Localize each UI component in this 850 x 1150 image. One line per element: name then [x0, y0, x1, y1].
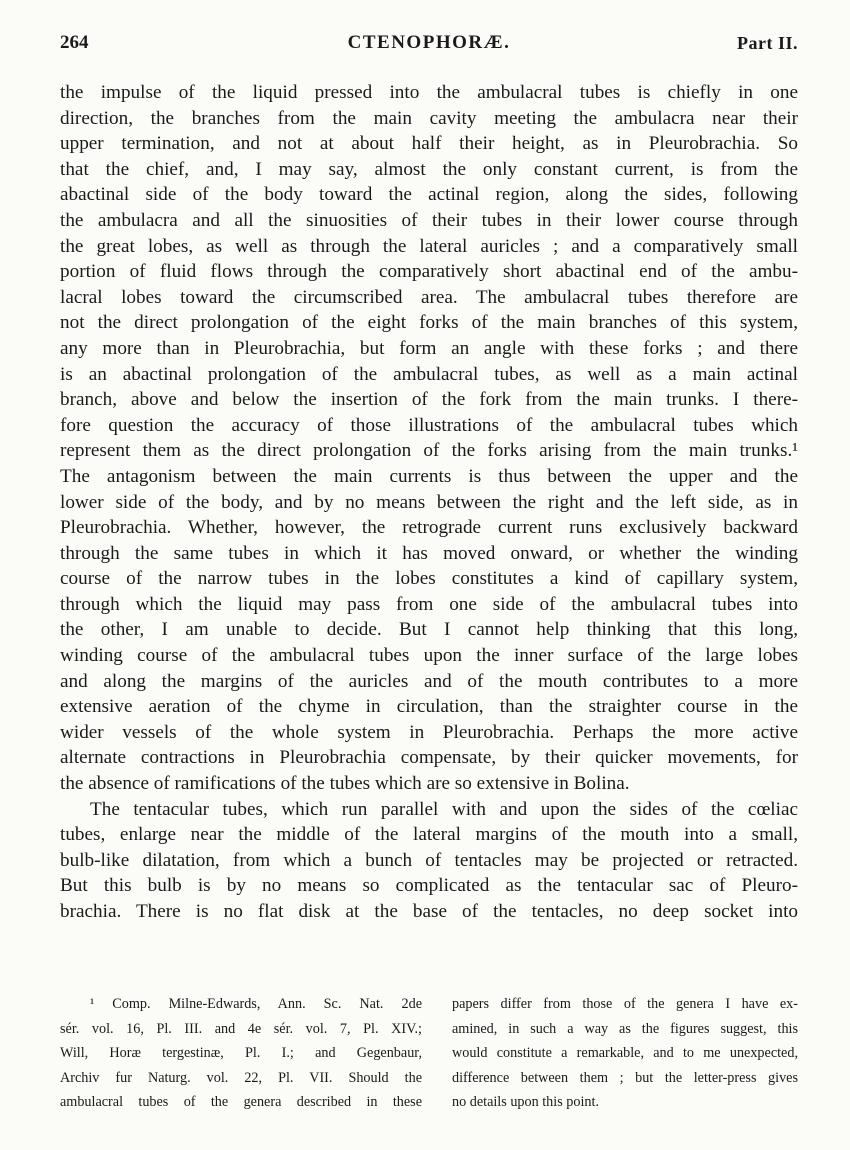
part-label: Part II. — [737, 33, 798, 53]
footnote-line: ¹ Comp. Milne-Edwards, Ann. Sc. Nat. 2de — [90, 996, 422, 1012]
text-line: The tentacular tubes, which run parallel with and upon the sides of the cœliac — [90, 798, 798, 820]
text-line: any more than in Pleurobrachia, but form an angle with these forks ; and there — [60, 337, 798, 359]
text-line: wider vessels of the whole system in Pleurobrachia. Perhaps the more active — [60, 721, 798, 743]
text-line: that the chief, and, I may say, almost the only constant current, is from the — [60, 158, 798, 180]
footnote-line: Will, Horæ tergestinæ, Pl. I.; and Gegenbaur, — [60, 1045, 422, 1062]
text-line: The antagonism between the main currents is thus between the upper and the — [60, 465, 798, 487]
footnote-line: difference between them ; but the letter-press gives — [452, 1069, 798, 1086]
text-line: is an abactinal prolongation of the ambulacral tubes, as well as a main actinal — [60, 363, 798, 385]
footnote-column-right — [452, 992, 798, 1115]
text-line: fore question the accuracy of those illustrations of the ambulacral tubes which — [60, 414, 798, 436]
text-line: through which the liquid may pass from one side of the ambulacral tubes into — [60, 593, 798, 615]
text-line: the absence of ramifications of the tubes which are so extensive in Bolina. — [60, 773, 630, 795]
text-line: the ambulacra and all the sinuosities of their tubes in their lower course through — [60, 209, 798, 231]
text-line: tubes, enlarge near the middle of the lateral margins of the mouth into a small, — [60, 824, 798, 846]
footnote-line: would constitute a remarkable, and to me unexpected, — [452, 1045, 798, 1062]
text-line: But this bulb is by no means so complicated as the tentacular sac of Pleuro- — [60, 875, 798, 897]
text-line: winding course of the ambulacral tubes upon the inner surface of the large lobes — [60, 645, 798, 667]
footnote-line: papers differ from those of the genera I have ex- — [452, 996, 798, 1012]
text-line: through the same tubes in which it has moved onward, or whether the winding — [60, 542, 798, 564]
running-title: CTENOPHORÆ. — [347, 32, 511, 53]
footnote-column-left — [60, 992, 422, 1115]
text-line: course of the narrow tubes in the lobes constitutes a kind of capillary system, — [60, 568, 798, 590]
text-line: the impulse of the liquid pressed into the ambulacral tubes is chiefly in one — [60, 82, 798, 103]
text-line: lacral lobes toward the circumscribed area. The ambulacral tubes therefore are — [60, 286, 798, 308]
text-line: abactinal side of the body toward the actinal region, along the sides, following — [60, 184, 798, 206]
text-line: lower side of the body, and by no means between the right and the left side, as in — [60, 491, 798, 513]
footnotes — [60, 992, 798, 1122]
text-line: and along the margins of the auricles and of the mouth contributes to a more — [60, 670, 798, 692]
body-text — [60, 80, 798, 925]
text-line: bulb-like dilatation, from which a bunch of tentacles may be projected or retracted. — [60, 849, 798, 871]
footnote-line: sér. vol. 16, Pl. III. and 4e sér. vol. 7, Pl. XIV.; — [60, 1020, 422, 1037]
footnote-line: no details upon this point. — [452, 1094, 599, 1111]
footnote-line: amined, in such a way as the figures suggest, this — [452, 1020, 798, 1037]
page-number: 264 — [60, 32, 89, 53]
text-line: upper termination, and not at about half their height, as in Pleurobrachia. So — [60, 133, 798, 155]
text-line: brachia. There is no flat disk at the base of the tentacles, no deep socket into — [60, 901, 798, 922]
text-line: represent them as the direct prolongation of the forks arising from the main trunks.¹ — [60, 440, 798, 462]
text-line: extensive aeration of the chyme in circulation, than the straighter course in the — [60, 696, 798, 718]
text-line: the other, I am unable to decide. But I cannot help thinking that this long, — [60, 619, 798, 641]
footnote-line: Archiv fur Naturg. vol. 22, Pl. VII. Should the — [60, 1069, 422, 1086]
text-line: not the direct prolongation of the eight forks of the main branches of this system, — [60, 312, 798, 334]
text-line: portion of fluid flows through the comparatively short abactinal end of the ambu- — [60, 261, 798, 283]
text-line: Pleurobrachia. Whether, however, the retrograde current runs exclusively backward — [60, 517, 798, 539]
footnote-line: ambulacral tubes of the genera described in these — [60, 1094, 422, 1111]
page-header — [60, 32, 798, 62]
text-line: direction, the branches from the main cavity meeting the ambulacra near their — [60, 107, 798, 129]
text-line: the great lobes, as well as through the lateral auricles ; and a comparatively small — [60, 235, 798, 257]
text-line: branch, above and below the insertion of the fork from the main trunks. I there- — [60, 389, 798, 411]
text-line: alternate contractions in Pleurobrachia compensate, by their quicker movements, for — [60, 747, 798, 769]
